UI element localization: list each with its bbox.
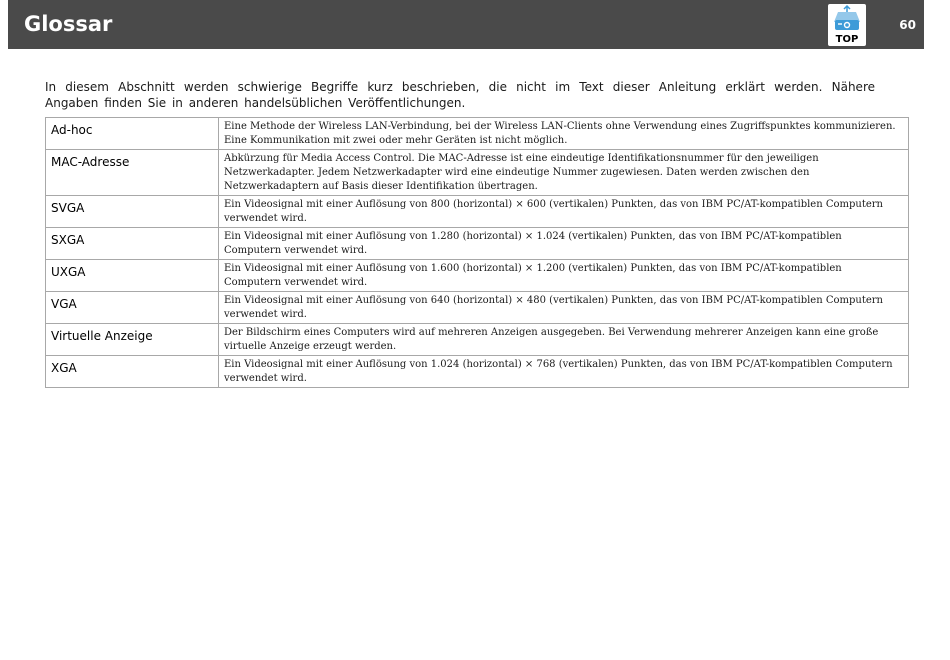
table-row [46,260,909,292]
table-row [46,118,909,150]
projector-top-icon [828,4,866,34]
definition-cell: Der Bildschirm eines Computers wird auf mehreren Anzeigen ausgegeben. Bei Verwendung mehrerer Anzeigen kann eine große virtuelle Anzeige erzeugt werden. [219,324,909,356]
definition-cell: Ein Videosignal mit einer Auflösung von 640 (horizontal) × 480 (vertikalen) Punkten, das von IBM PC/AT-kompatiblen Computern verwendet wird. [219,292,909,324]
page-title: Glossar [24,12,113,36]
term-cell: UXGA [46,260,219,292]
page-header [8,0,924,49]
definition-cell: Ein Videosignal mit einer Auflösung von 1.600 (horizontal) × 1.200 (vertikalen) Punkten, das von IBM PC/AT-kompatiblen Computern verwendet wird. [219,260,909,292]
table-row [46,292,909,324]
term-cell: XGA [46,356,219,388]
table-row [46,324,909,356]
intro-paragraph: In diesem Abschnitt werden schwierige Begriffe kurz beschrieben, die nicht im Text dieser Anleitung erklärt werden. Nähere Angaben finden Sie in anderen handelsüblichen Veröffentlichungen. [45,80,875,110]
term-cell: SVGA [46,196,219,228]
table-row [46,356,909,388]
term-cell: Ad-hoc [46,118,219,150]
table-row [46,150,909,196]
term-cell: VGA [46,292,219,324]
definition-cell: Eine Methode der Wireless LAN-Verbindung, bei der Wireless LAN-Clients ohne Verwendung eines Zugriffspunktes kommunizieren. Eine Kommunikation mit zwei oder mehr Geräten ist nicht möglich. [219,118,909,150]
definition-cell: Abkürzung für Media Access Control. Die MAC-Adresse ist eine eindeutige Identifikationsnummer für den jeweiligen Netzwerkadapter. Jedem Netzwerkadapter wird eine eindeutige Nummer zugewiesen. Daten werden zwischen den Netzwerkadaptern auf Basis dieser Identifikation übertragen. [219,150,909,196]
table-row [46,196,909,228]
table-row [46,228,909,260]
term-cell: SXGA [46,228,219,260]
top-button-label: TOP [835,34,859,45]
top-button[interactable] [828,4,866,46]
definition-cell: Ein Videosignal mit einer Auflösung von 800 (horizontal) × 600 (vertikalen) Punkten, das von IBM PC/AT-kompatiblen Computern verwendet wird. [219,196,909,228]
term-cell: MAC-Adresse [46,150,219,196]
definition-cell: Ein Videosignal mit einer Auflösung von 1.280 (horizontal) × 1.024 (vertikalen) Punkten, das von IBM PC/AT-kompatiblen Computern verwendet wird. [219,228,909,260]
page-number: 60 [899,18,916,32]
glossary-table [45,117,909,388]
term-cell: Virtuelle Anzeige [46,324,219,356]
definition-cell: Ein Videosignal mit einer Auflösung von 1.024 (horizontal) × 768 (vertikalen) Punkten, das von IBM PC/AT-kompatiblen Computern verwendet wird. [219,356,909,388]
